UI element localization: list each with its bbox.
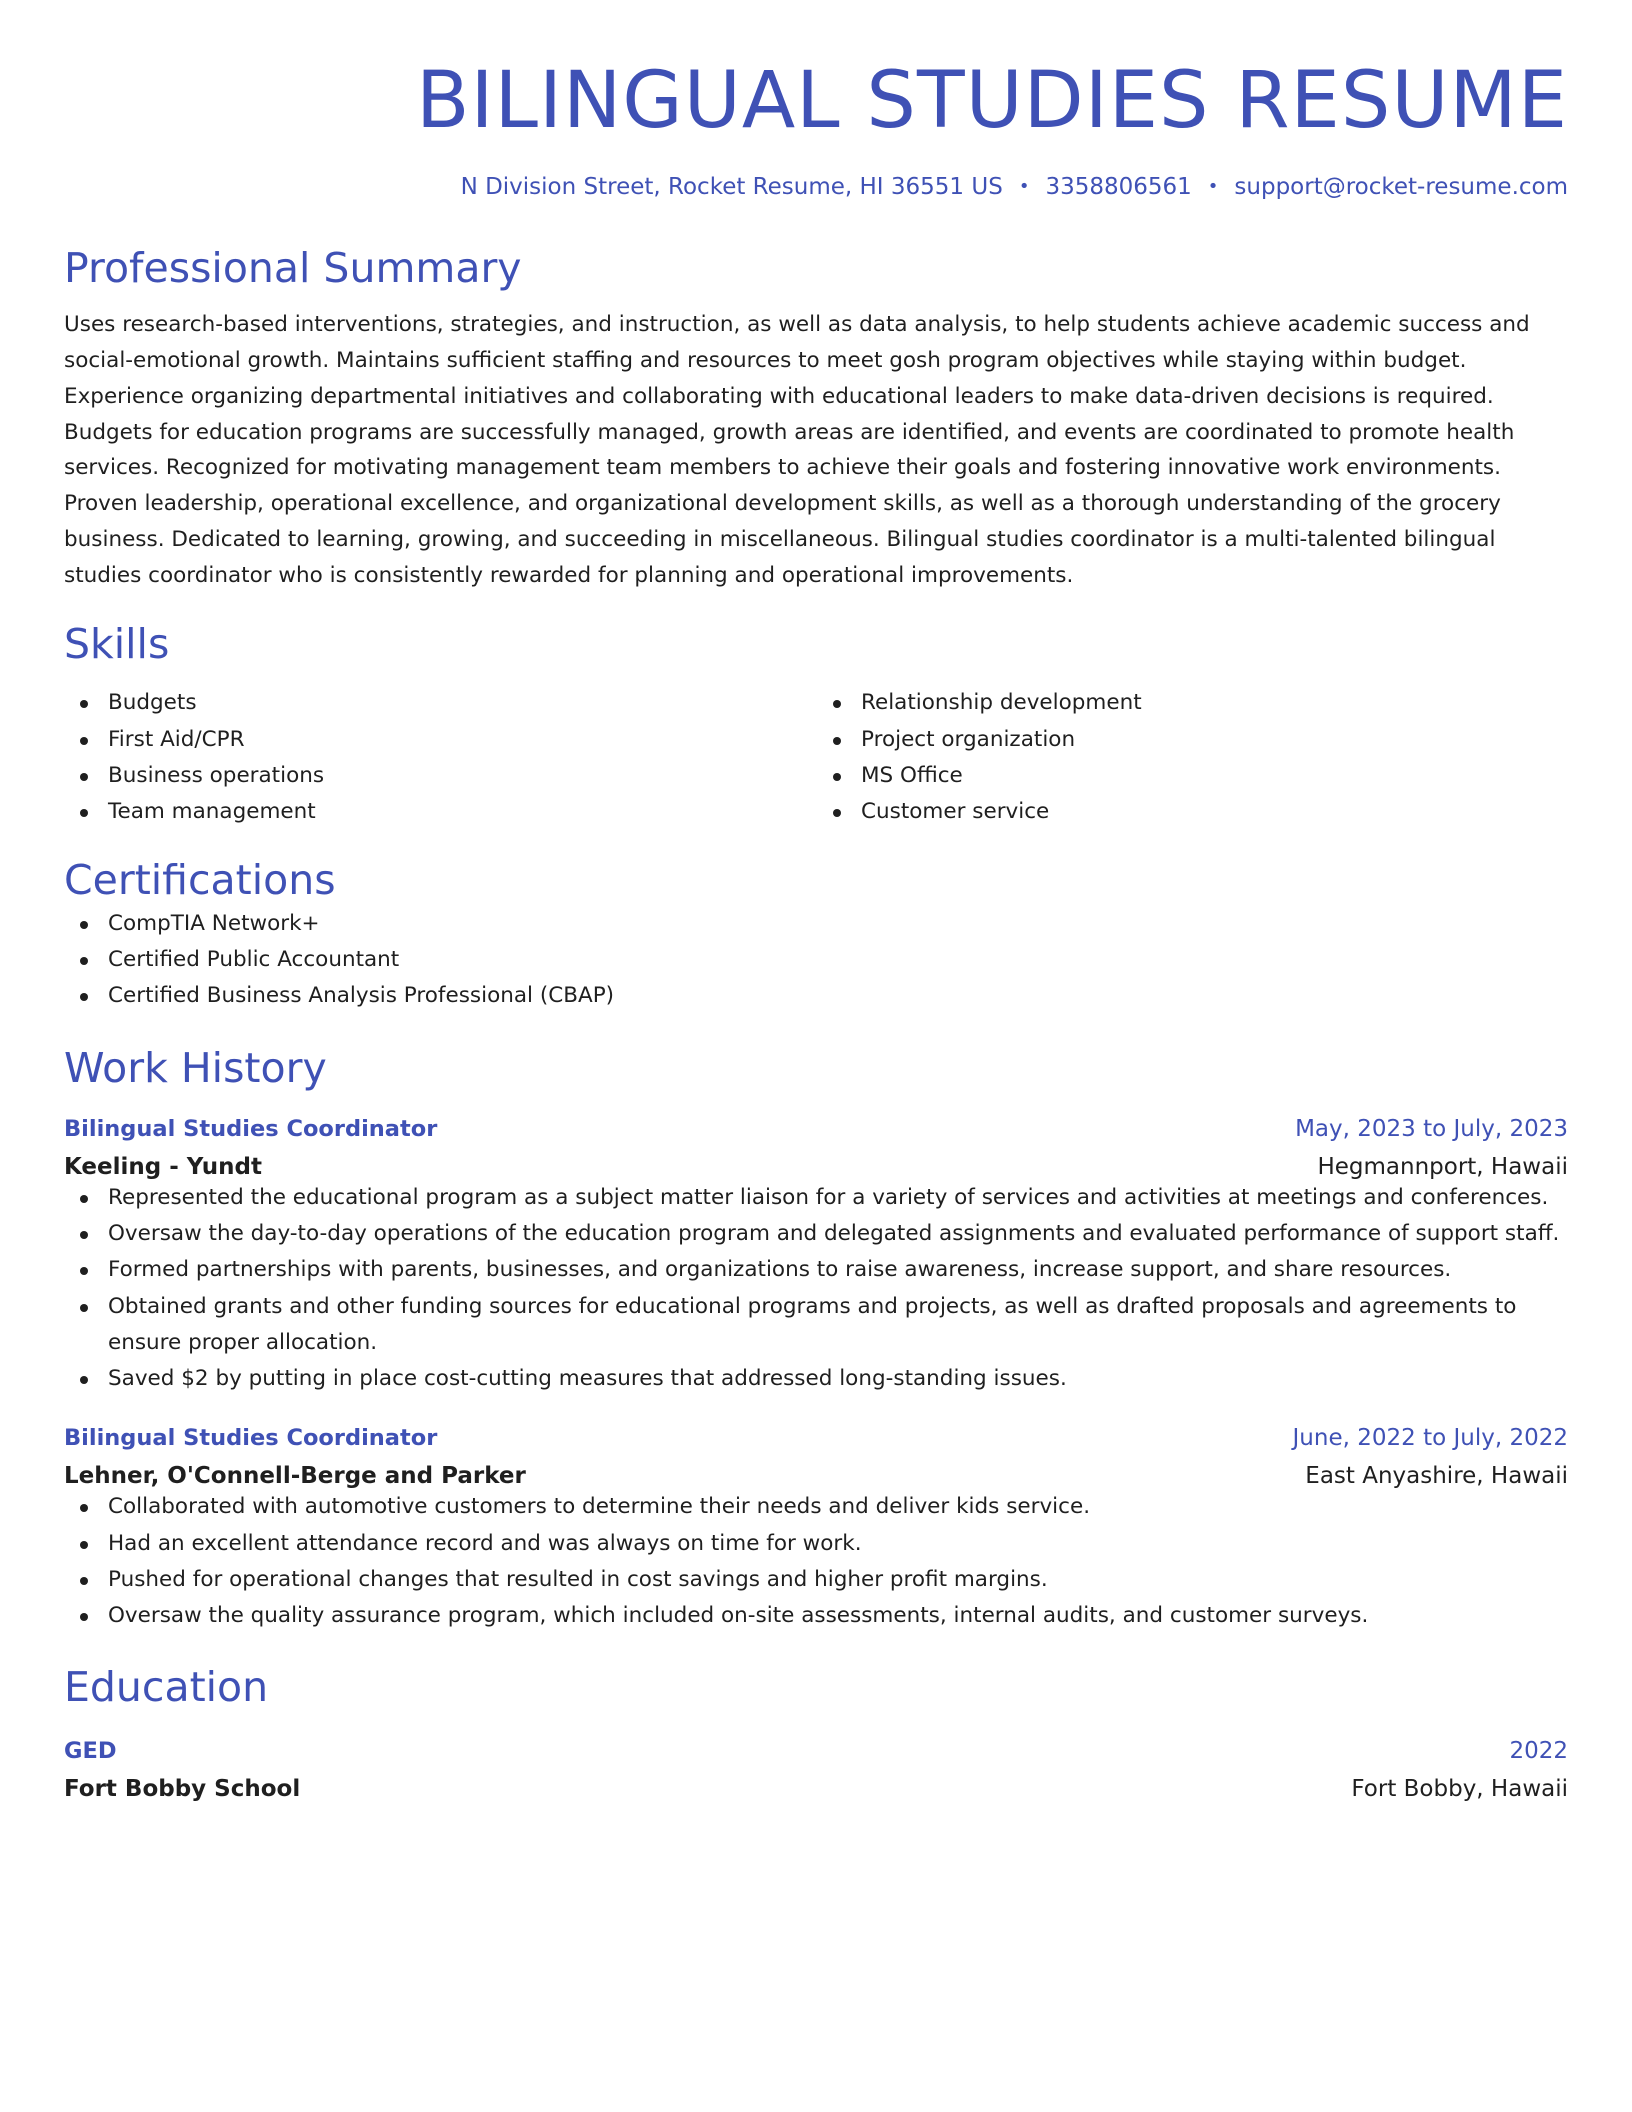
certification-item: Certified Business Analysis Professional (CBAP)	[64, 978, 1568, 1014]
contact-email[interactable]: support@rocket-resume.com	[1234, 174, 1568, 200]
job-dates: May, 2023 to July, 2023	[1295, 1115, 1568, 1142]
job-bullet-list	[64, 1489, 1568, 1634]
contact-line	[64, 174, 1568, 202]
certification-item: Certified Public Accountant	[64, 942, 1568, 978]
job-bullet: Obtained grants and other funding sources for educational programs and projects, as well as drafted proposals and agreements to ensure proper allocation.	[64, 1289, 1568, 1362]
job-entry	[64, 1116, 1568, 1398]
job-dates: June, 2022 to July, 2022	[1292, 1425, 1568, 1452]
job-bullet: Oversaw the day-to-day operations of the education program and delegated assignments and evaluated performance of support staff.	[64, 1216, 1568, 1252]
job-bullet: Pushed for operational changes that resulted in cost savings and higher profit margins.	[64, 1562, 1568, 1598]
education-year: 2022	[1509, 1737, 1568, 1764]
education-subheader	[64, 1776, 1568, 1802]
skill-item: Relationship development	[817, 685, 1568, 721]
certifications-list	[64, 906, 1568, 1015]
education-entry	[64, 1738, 1568, 1802]
section-title-work-history: Work History	[64, 1044, 327, 1093]
skills-list-right	[815, 685, 1568, 830]
contact-address: N Division Street, Rocket Resume, HI 36551 US	[460, 174, 1003, 200]
job-bullet: Collaborated with automotive customers to determine their needs and deliver kids service.	[64, 1489, 1568, 1525]
section-title-certifications: Certifications	[64, 856, 336, 905]
job-location: Hegmannport, Hawaii	[1317, 1153, 1568, 1180]
job-company: Keeling - Yundt	[64, 1153, 262, 1180]
job-title: Bilingual Studies Coordinator	[64, 1425, 438, 1452]
job-title: Bilingual Studies Coordinator	[64, 1115, 438, 1142]
section-title-summary: Professional Summary	[64, 243, 522, 292]
job-bullet: Saved $2 by putting in place cost-cutting measures that addressed long-standing issues.	[64, 1361, 1568, 1397]
education-school: Fort Bobby School	[64, 1775, 301, 1802]
contact-phone: 3358806561	[1045, 174, 1192, 200]
skill-item: Project organization	[817, 722, 1568, 758]
resume-title: BILINGUAL STUDIES RESUME	[415, 56, 1568, 146]
skill-item: Budgets	[64, 685, 815, 721]
job-header	[64, 1425, 1568, 1451]
skill-item: Customer service	[817, 794, 1568, 830]
education-degree: GED	[64, 1737, 117, 1764]
skills-grid	[64, 685, 1568, 830]
education-location: Fort Bobby, Hawaii	[1351, 1775, 1568, 1802]
job-subheader	[64, 1154, 1568, 1180]
skill-item: Team management	[64, 794, 815, 830]
skill-item: MS Office	[817, 758, 1568, 794]
job-header	[64, 1116, 1568, 1142]
education-header	[64, 1738, 1568, 1764]
job-bullet: Had an excellent attendance record and was always on time for work.	[64, 1526, 1568, 1562]
job-subheader	[64, 1463, 1568, 1489]
job-bullet: Oversaw the quality assurance program, which included on-site assessments, internal audits, and customer surveys.	[64, 1598, 1568, 1634]
skill-item: First Aid/CPR	[64, 722, 815, 758]
skill-item: Business operations	[64, 758, 815, 794]
job-company: Lehner, O'Connell-Berge and Parker	[64, 1463, 526, 1490]
separator-dot: •	[1018, 176, 1030, 197]
skills-list-left	[64, 685, 815, 830]
section-title-education: Education	[64, 1662, 269, 1711]
section-title-skills: Skills	[64, 620, 170, 669]
job-bullet: Formed partnerships with parents, businesses, and organizations to raise awareness, increase support, and share resources.	[64, 1252, 1568, 1288]
certification-item: CompTIA Network+	[64, 906, 1568, 942]
job-bullet-list	[64, 1180, 1568, 1398]
job-location: East Anyashire, Hawaii	[1305, 1463, 1568, 1490]
job-bullet: Represented the educational program as a subject matter liaison for a variety of services and activities at meetings and conferences.	[64, 1180, 1568, 1216]
job-entry	[64, 1425, 1568, 1634]
summary-text: Uses research-based interventions, strategies, and instruction, as well as data analysis, to help students achieve academic success and social-emotional growth. Maintains sufficient staffing and resources to meet gosh program objectives while staying within budget. Experience organizing departmental initiatives and collaborating with educational leaders to make data-driven decisions is required. Budgets for education programs are successfully managed, growth areas are identified, and events are coordinated to promote health services. Recognized for motivating management team members to achieve their goals and fostering innovative work environments. Proven leadership, operational excellence, and organizational development skills, as well as a thorough understanding of the grocery business. Dedicated to learning, growing, and succeeding in miscellaneous. Bilingual studies coordinator is a multi-talented bilingual studies coordinator who is consistently rewarded for planning and operational improvements.	[64, 311, 1530, 589]
separator-dot: •	[1207, 176, 1219, 197]
